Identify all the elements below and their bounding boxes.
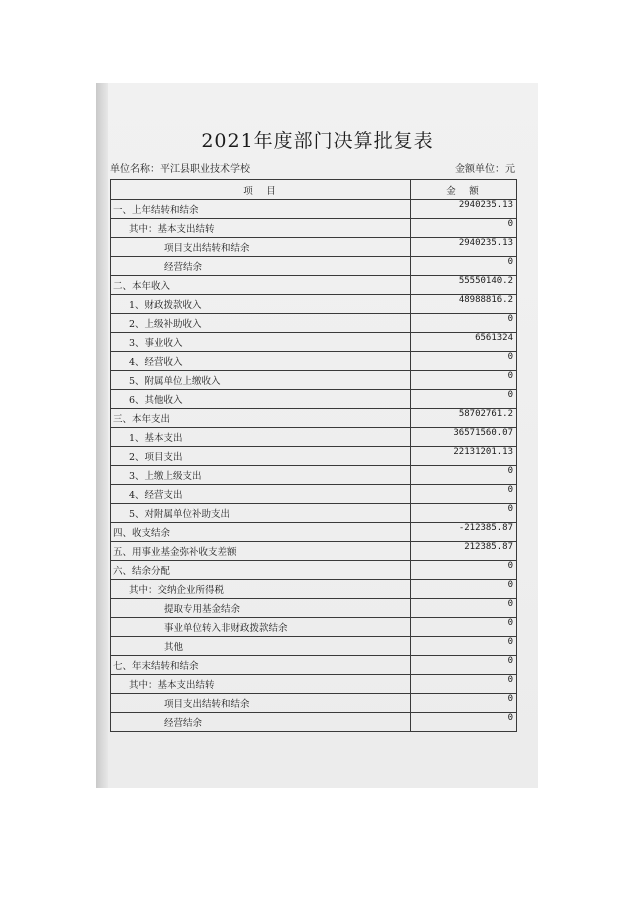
- table-row: [111, 219, 517, 238]
- row-amount: 36571560.07: [411, 428, 517, 447]
- row-label: 一、上年结转和结余: [111, 200, 411, 219]
- row-amount: 0: [411, 504, 517, 523]
- row-label: 3、事业收入: [111, 333, 411, 352]
- row-amount: 0: [411, 694, 517, 713]
- table-row: [111, 694, 517, 713]
- row-label: 六、结余分配: [111, 561, 411, 580]
- table-row: [111, 371, 517, 390]
- table-row: [111, 523, 517, 542]
- header-amount: 金 额: [411, 180, 517, 200]
- table-row: [111, 257, 517, 276]
- row-amount: 212385.87: [411, 542, 517, 561]
- row-amount: 0: [411, 580, 517, 599]
- row-amount: 0: [411, 713, 517, 732]
- row-amount: 2940235.13: [411, 200, 517, 219]
- row-label: 2、上级补助收入: [111, 314, 411, 333]
- row-amount: -212385.87: [411, 523, 517, 542]
- row-amount: 0: [411, 371, 517, 390]
- row-amount: 0: [411, 561, 517, 580]
- table-row: [111, 713, 517, 732]
- table-row: [111, 447, 517, 466]
- row-label: 6、其他收入: [111, 390, 411, 409]
- row-amount: 0: [411, 219, 517, 238]
- row-label: 5、对附属单位补助支出: [111, 504, 411, 523]
- row-amount: 0: [411, 599, 517, 618]
- unit-name: 单位名称：平江县职业技术学校: [110, 164, 250, 175]
- table-row: [111, 675, 517, 694]
- row-amount: 0: [411, 618, 517, 637]
- row-amount: 2940235.13: [411, 238, 517, 257]
- row-label: 3、上缴上级支出: [111, 466, 411, 485]
- row-label: 1、财政拨款收入: [111, 295, 411, 314]
- table-row: [111, 276, 517, 295]
- table-row: [111, 561, 517, 580]
- table-row: [111, 504, 517, 523]
- table-row: [111, 599, 517, 618]
- row-label: 4、经营收入: [111, 352, 411, 371]
- row-label: 其中：基本支出结转: [111, 219, 411, 238]
- row-label: 五、用事业基金弥补收支差额: [111, 542, 411, 561]
- table-row: [111, 333, 517, 352]
- budget-table: [110, 179, 517, 732]
- row-label: 其他: [111, 637, 411, 656]
- table-row: [111, 542, 517, 561]
- table-row: [111, 295, 517, 314]
- row-amount: 0: [411, 314, 517, 333]
- row-amount: 22131201.13: [411, 447, 517, 466]
- row-amount: 0: [411, 466, 517, 485]
- row-label: 四、收支结余: [111, 523, 411, 542]
- row-amount: 0: [411, 352, 517, 371]
- table-row: [111, 200, 517, 219]
- table-row: [111, 390, 517, 409]
- row-label: 三、本年支出: [111, 409, 411, 428]
- row-amount: 0: [411, 656, 517, 675]
- row-label: 其中：交纳企业所得税: [111, 580, 411, 599]
- row-label: 经营结余: [111, 257, 411, 276]
- table-row: [111, 238, 517, 257]
- table-header-row: [111, 180, 517, 200]
- row-label: 2、项目支出: [111, 447, 411, 466]
- header-item: 项 目: [111, 180, 411, 200]
- row-label: 提取专用基金结余: [111, 599, 411, 618]
- row-label: 其中：基本支出结转: [111, 675, 411, 694]
- table-row: [111, 314, 517, 333]
- table-row: [111, 580, 517, 599]
- row-label: 1、基本支出: [111, 428, 411, 447]
- table-row: [111, 656, 517, 675]
- row-label: 经营结余: [111, 713, 411, 732]
- row-amount: 58702761.2: [411, 409, 517, 428]
- table-row: [111, 409, 517, 428]
- row-label: 5、附属单位上缴收入: [111, 371, 411, 390]
- row-amount: 0: [411, 257, 517, 276]
- page-title: 2021年度部门决算批复表: [201, 130, 434, 152]
- row-amount: 6561324: [411, 333, 517, 352]
- row-label: 项目支出结转和结余: [111, 694, 411, 713]
- table-row: [111, 618, 517, 637]
- row-amount: 0: [411, 390, 517, 409]
- table-row: [111, 466, 517, 485]
- row-amount: 0: [411, 637, 517, 656]
- table-row: [111, 637, 517, 656]
- table-row: [111, 428, 517, 447]
- row-amount: 48988816.2: [411, 295, 517, 314]
- row-label: 4、经营支出: [111, 485, 411, 504]
- row-label: 七、年末结转和结余: [111, 656, 411, 675]
- row-amount: 55550140.2: [411, 276, 517, 295]
- row-label: 项目支出结转和结余: [111, 238, 411, 257]
- row-amount: 0: [411, 485, 517, 504]
- row-amount: 0: [411, 675, 517, 694]
- currency-unit: 金额单位：元: [455, 164, 515, 175]
- row-label: 事业单位转入非财政拨款结余: [111, 618, 411, 637]
- table-row: [111, 352, 517, 371]
- table-row: [111, 485, 517, 504]
- row-label: 二、本年收入: [111, 276, 411, 295]
